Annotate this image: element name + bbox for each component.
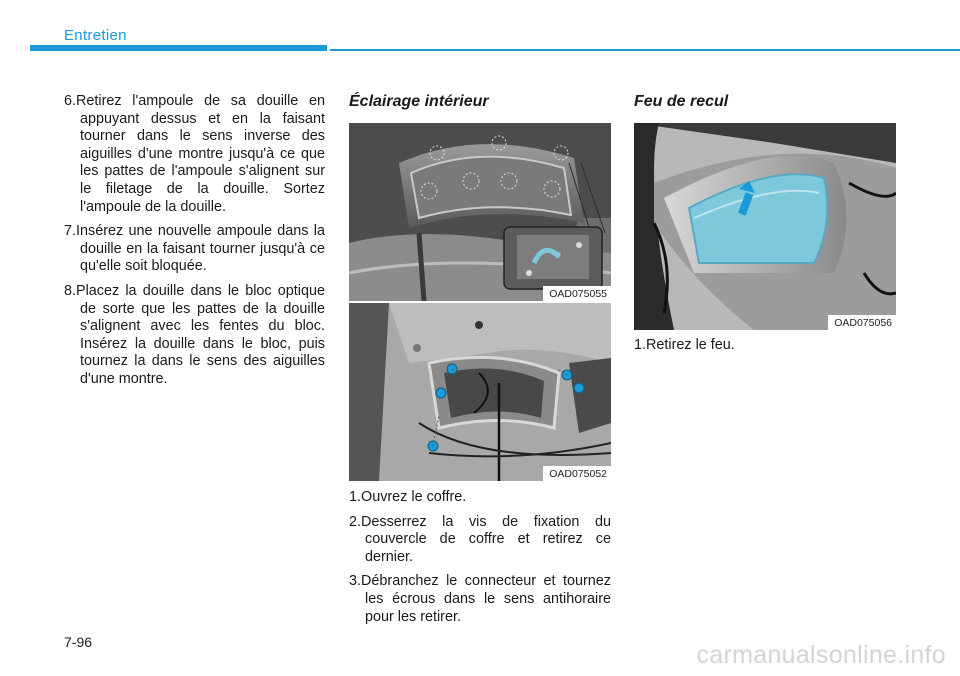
step-3: 3.Débranchez le connecteur et tournez les écrous dans le sens antihoraire pour les retirer. xyxy=(349,573,611,625)
header-rule-thin xyxy=(330,49,960,51)
step-8: 8.Placez la douille dans le bloc optique de sorte que les pattes de la douille s'alignent avec les fentes du bloc. Insérez la douille dans le bloc, puis tournez la dans le sens des aiguilles d'une montre. xyxy=(64,282,325,387)
section-title: Entretien xyxy=(64,27,127,44)
middle-column-steps xyxy=(349,489,611,633)
heading-reversing-light: Feu de recul xyxy=(634,93,729,110)
step-1: 1.Ouvrez le coffre. xyxy=(349,489,467,505)
page-number: 7-96 xyxy=(64,634,93,650)
figure-trunk-lid-open xyxy=(349,123,611,301)
step-1: 1.Retirez le feu. xyxy=(634,337,735,353)
figure-reversing-lamp xyxy=(634,123,896,330)
step-6: 6.Retirez l'ampoule de sa douille en appuyant dessus et en la faisant tourner dans le sens inverse des aiguilles d'une montre jusqu'à ce que les pattes de l'ampoule s'alignent sur le filetage de la douille. Sortez l'ampoule de la douille. xyxy=(64,93,325,215)
left-column xyxy=(64,93,325,396)
figure-code: OAD075055 xyxy=(543,286,611,301)
watermark: carmanualsonline.info xyxy=(696,641,946,669)
figure-code: OAD075052 xyxy=(543,466,611,481)
step-2: 2.Desserrez la vis de fixation du couvercle de coffre et retirez ce dernier. xyxy=(349,513,611,565)
heading-interior-light: Éclairage intérieur xyxy=(349,93,489,110)
figure-trunk-lid-cover xyxy=(349,303,611,481)
header-rule-thick xyxy=(30,45,327,51)
step-7: 7.Insérez une nouvelle ampoule dans la douille en la faisant tourner jusqu'à ce qu'elle soit bloquée. xyxy=(64,223,325,275)
right-column-steps xyxy=(634,337,896,362)
figure-code: OAD075056 xyxy=(828,315,896,330)
